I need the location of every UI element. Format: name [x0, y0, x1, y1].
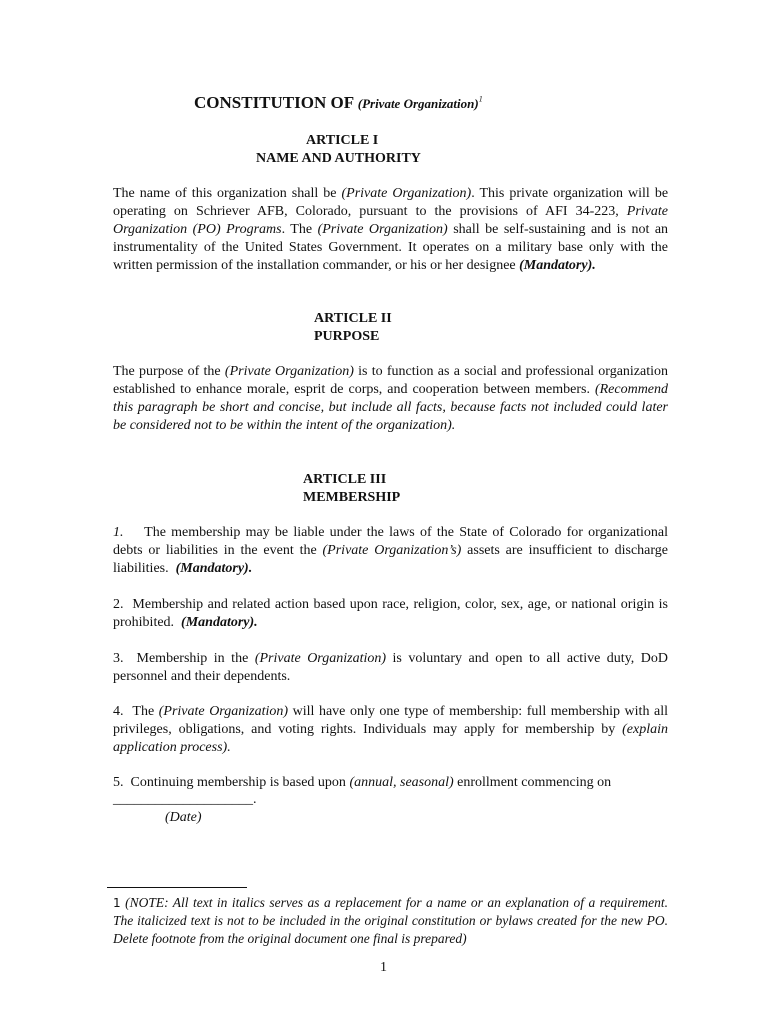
text-run: The membership may be liable under the laws of the State of Colorado for organizational debts or liabilities in the event the: [113, 525, 669, 558]
title-main: CONSTITUTION OF: [194, 93, 354, 112]
text-run: is to function as a social and professional organization established to enhance morale, esprit de corps, and cooperation between members.: [113, 364, 669, 397]
article3-subheading: MEMBERSHIP: [303, 490, 401, 505]
text-run: enrollment commencing on: [457, 775, 612, 790]
placeholder-text: (Private Organization’s): [322, 543, 462, 558]
article1-heading: ARTICLE I: [306, 133, 379, 148]
text-run: assets are insufficient to discharge liabilities.: [113, 543, 669, 576]
text-run: The purpose of the: [113, 364, 221, 379]
text-run: The name of this organization shall be: [113, 186, 337, 201]
text-run: is voluntary and open to all active duty, DoD personnel and their dependents.: [113, 651, 669, 684]
publication-title: Private Organization (PO) Programs: [113, 204, 668, 237]
text-run: will have only one type of membership: full membership with all privileges, obligations, and voting rights. Individuals may apply for membership by: [113, 704, 669, 737]
instruction-note: (annual, seasonal): [349, 775, 454, 790]
item-number: 5.: [113, 775, 124, 790]
text-run: shall be self-sustaining and is not an instrumentality of the United States Government. It operates on a military base only with the written permission of the installation commander, or his or her designee: [113, 222, 669, 273]
footnote-text: (NOTE: All text in italics serves as a replacement for a name or an explanation of a requirement. The italicized text is not to be included in the original constitution or bylaws created for the new PO. Delete footnote from the original document one final is prepared): [113, 895, 669, 946]
footnote-number: 1: [113, 896, 121, 910]
mandatory-tag: (Mandatory).: [175, 561, 253, 576]
date-label: (Date): [165, 810, 202, 825]
membership-item-5: [113, 774, 668, 792]
mandatory-tag: (Mandatory).: [519, 258, 596, 273]
article2-heading: ARTICLE II: [314, 311, 392, 326]
membership-item-1: [113, 524, 668, 578]
date-blank-line: ____________________.: [113, 792, 257, 807]
text-run: Membership in the: [136, 651, 249, 666]
article3-heading: ARTICLE III: [303, 472, 387, 487]
item-number: 2.: [113, 597, 124, 612]
item-number: 4.: [113, 704, 124, 719]
text-run: The: [132, 704, 155, 719]
instruction-note: (Recommend this paragraph be short and concise, but include all facts, because facts not included could later be considered not to be within the intent of the organization).: [113, 382, 669, 433]
article1-subheading: NAME AND AUTHORITY: [256, 151, 421, 166]
document-title: [194, 93, 483, 113]
article2-subheading: PURPOSE: [314, 329, 380, 344]
placeholder-text: (Private Organization): [254, 651, 387, 666]
footnote-separator: [107, 887, 247, 888]
text-run: Continuing membership is based upon: [130, 775, 346, 790]
text-run: . The: [281, 222, 313, 237]
title-org: (Private Organization): [357, 96, 479, 111]
text-run: . This private organization will be operating on Schriever AFB, Colorado, pursuant to the provisions of AFI 34-223,: [113, 186, 669, 219]
membership-item-2: [113, 596, 668, 632]
footnote: [113, 894, 668, 948]
placeholder-text: (Private Organization): [341, 186, 472, 201]
article1-paragraph: [113, 185, 668, 275]
page-number: 1: [380, 960, 387, 975]
membership-item-4: [113, 703, 668, 757]
mandatory-tag: (Mandatory).: [181, 615, 258, 630]
item-number: 3.: [113, 651, 124, 666]
placeholder-text: (Private Organization): [317, 222, 448, 237]
article2-paragraph: [113, 363, 668, 435]
item-number: 1.: [113, 525, 124, 540]
membership-item-3: [113, 650, 668, 686]
instruction-note: (explain application process).: [113, 722, 668, 755]
placeholder-text: (Private Organization): [224, 364, 354, 379]
text-run: Membership and related action based upon race, religion, color, sex, age, or national origin is prohibited.: [113, 597, 669, 630]
placeholder-text: (Private Organization): [158, 704, 289, 719]
title-footnote-ref: 1: [478, 94, 483, 104]
